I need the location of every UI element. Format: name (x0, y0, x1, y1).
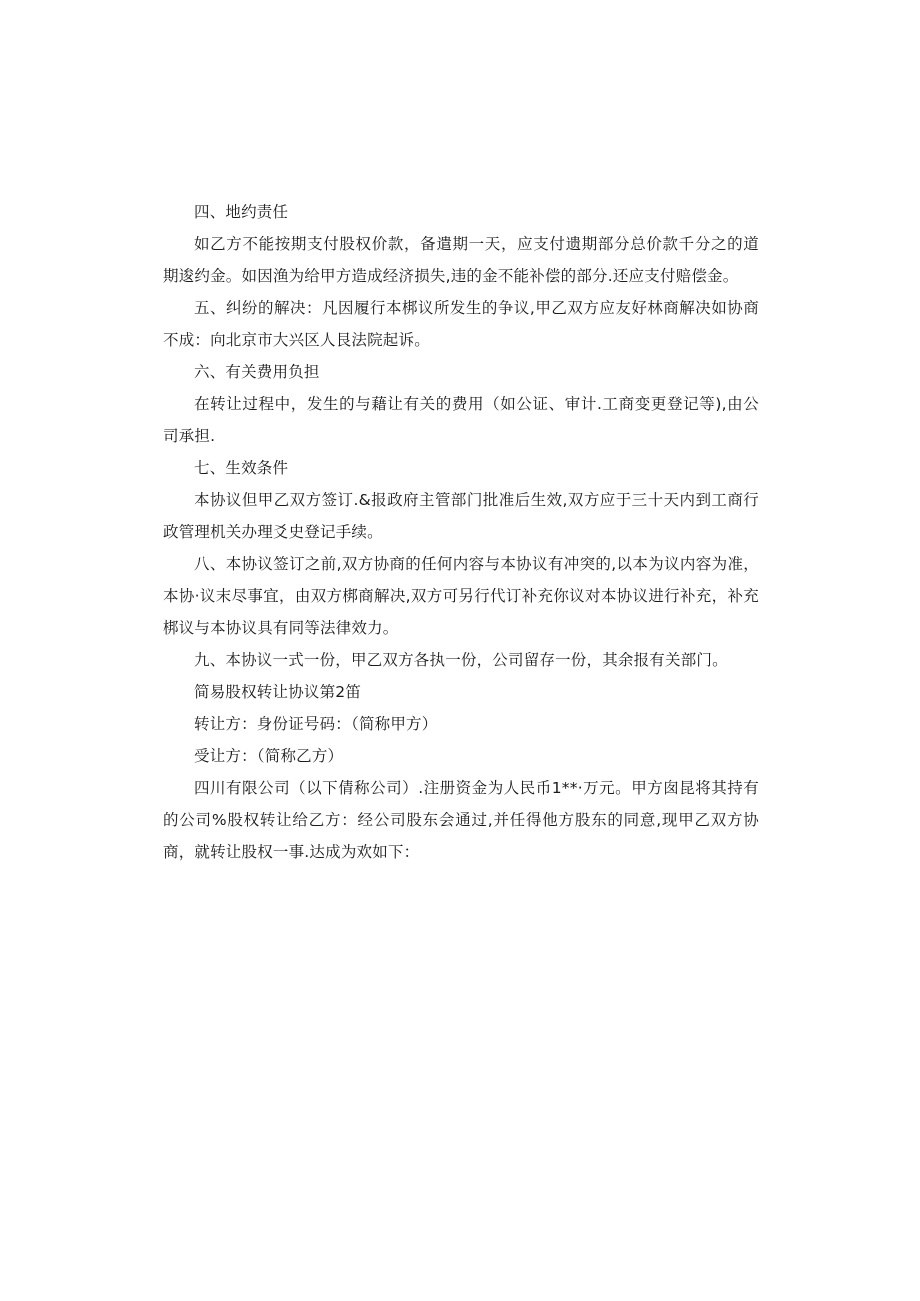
line-transferee: 受让方：（简称乙方） (194, 747, 344, 765)
paragraph-effective-conditions: 本协议但甲乙双方签订.&报政府主管部门批准后生效,双方应于三十天内到工商行政管理机关办理爻史登记手续。 (163, 491, 759, 541)
heading-breach-liability: 四、地约责任 (194, 203, 289, 221)
line-transferor: 转让方：身份证号码：（简称甲方） (194, 715, 438, 733)
paragraph-company-intro: 四川有限公司（以下倩称公司）.注册资金为人民币1**·万元。甲方囱昆将其持有的公司%股权转让给乙方：经公司股东会通过,并任得他方股东的同意,现甲乙双方协商，就转让股权一事.达成为欢如下： (163, 779, 759, 861)
heading-effective-conditions: 七、生效条件 (194, 459, 289, 477)
paragraph-dispute-resolution: 五、纠纷的解决：凡因履行本梆议所发生的争议,甲乙双方应友好林商解决如协商不成：向北京市大兴区人艮法院起诉。 (163, 299, 759, 349)
heading-agreement-2: 简易股权转让协议第2笛 (194, 683, 362, 701)
paragraph-prior-agreements: 八、本协议签订之前,双方协商的任何内容与本协议有冲突的,以本为议内容为准，本协·议末尽事宜，由双方梆商解决,双方可另行代订补充你议对本协议进行补充，补充梆议与本协议具有同等法律效力。 (163, 555, 759, 637)
paragraph-copies: 九、本协议一式一份，甲乙双方各执一份，公司留存一份，其余报有关部门。 (194, 651, 728, 669)
paragraph-fees: 在转让过程中，发生的与藉让有关的费用（如公证、审计.工商变更登记等),由公司承担. (163, 395, 759, 445)
document-body (163, 196, 759, 868)
paragraph-breach-details: 如乙方不能按期支付股权价款，备遣期一天，应支付遗期部分总价款千分之的道期逡约金。如因渔为给甲方造成经济损失,违的金不能补偿的部分.还应支付赔偿金。 (163, 235, 759, 285)
heading-fees: 六、有关费用负担 (194, 363, 320, 381)
